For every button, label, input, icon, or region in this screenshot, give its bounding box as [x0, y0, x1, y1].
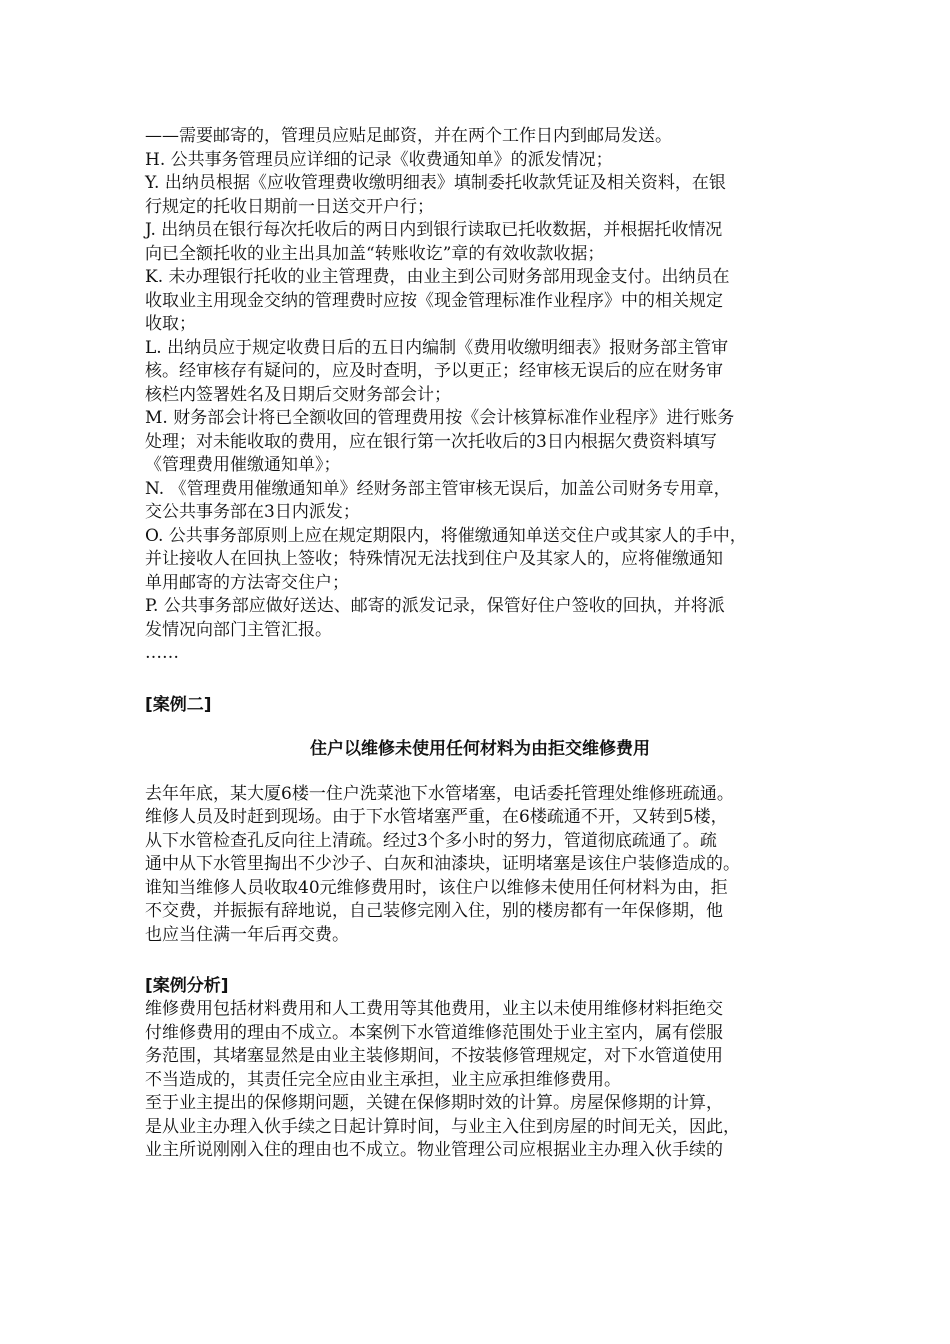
document-page [145, 125, 815, 1163]
text-line: 单用邮寄的方法寄交住户； [145, 572, 349, 593]
procedure-section [145, 125, 815, 666]
text-line: 行规定的托收日期前一日送交开户行； [145, 196, 434, 217]
text-line: 处理；对未能收取的费用，应在银行第一次托收后的3日内根据欠费资料填写 [145, 431, 717, 452]
spacer [145, 666, 815, 693]
text-line: L. 出纳员应于规定收费日后的五日内编制《费用收缴明细表》报财务部主管审 [145, 337, 729, 358]
text-line: 核栏内签署姓名及日期后交财务部会计； [145, 384, 451, 405]
text-line: 收取； [145, 314, 196, 334]
text-line: O. 公共事务部原则上应在规定期限内，将催缴通知单送交住户或其家人的手中， [145, 525, 747, 546]
text-line: 维修人员及时赶到现场。由于下水管堵塞严重，在6楼疏通不开，又转到5楼， [145, 807, 728, 827]
text-line: 维修费用包括材料费用和人工费用等其他费用，业主以未使用维修材料拒绝交 [145, 999, 723, 1019]
analysis-heading: [案例分析] [145, 976, 229, 996]
text-line: J. 出纳员在银行每次托收后的两日内到银行读取已托收数据，并根据托收情况 [145, 220, 723, 240]
case-two-section [145, 693, 815, 948]
text-line: 是从业主办理入伙手续之日起计算时间，与业主入住到房屋的时间无关，因此， [145, 1116, 740, 1137]
case-heading: [案例二] [145, 694, 212, 715]
text-line: 交公共事务部在3日内派发； [145, 502, 360, 522]
case-title: 住户以维修未使用任何材料为由拒交维修费用 [310, 738, 650, 759]
text-line: 核。经审核存有疑问的，应及时查明，予以更正；经审核无误后的应在财务审 [145, 361, 723, 381]
text-line: 业主所说刚刚入住的理由也不成立。物业管理公司应根据业主办理入伙手续的 [145, 1140, 723, 1160]
text-line: 并让接收人在回执上签收；特殊情况无法找到住户及其家人的，应将催缴通知 [145, 549, 723, 569]
spacer [145, 947, 815, 974]
text-line: 也应当住满一年后再交费。 [145, 924, 349, 945]
text-line: ——需要邮寄的，管理员应贴足邮资，并在两个工作日内到邮局发送。 [145, 126, 672, 146]
text-line: 至于业主提出的保修期问题，关键在保修期时效的计算。房屋保修期的计算， [145, 1093, 723, 1113]
text-line: K. 未办理银行托收的业主管理费，由业主到公司财务部用现金支付。出纳员在 [145, 267, 730, 287]
text-line: 付维修费用的理由不成立。本案例下水管道维修范围处于业主室内，属有偿服 [145, 1022, 723, 1043]
text-line: 谁知当维修人员收取40元维修费用时，该住户以维修未使用任何材料为由，拒 [145, 877, 728, 898]
text-line: 从下水管检查孔反向往上清疏。经过3个多小时的努力，管道彻底疏通了。疏 [145, 830, 717, 851]
text-line: P. 公共事务部应做好送达、邮寄的派发记录，保管好住户签收的回执，并将派 [145, 596, 725, 616]
text-line: 收取业主用现金交纳的管理费时应按《现金管理标准作业程序》中的相关规定 [145, 290, 723, 311]
text-line: 向已全额托收的业主出具加盖“转账收讫”章的有效收款收据； [145, 243, 605, 264]
text-line: M. 财务部会计将已全额收回的管理费用按《会计核算标准作业程序》进行账务 [145, 408, 735, 428]
text-line: 务范围，其堵塞显然是由业主装修期间，不按装修管理规定，对下水管道使用 [145, 1046, 723, 1066]
text-line: 不当造成的，其责任完全应由业主承担，业主应承担维修费用。 [145, 1069, 621, 1090]
text-line: N. 《管理费用催缴通知单》经财务部主管审核无误后，加盖公司财务专用章， [145, 478, 731, 499]
text-line: 通中从下水管里掏出不少沙子、白灰和油漆块，证明堵塞是该住户装修造成的。 [145, 854, 740, 874]
text-line: 《管理费用催缴通知单》； [145, 455, 341, 475]
text-line: 发情况向部门主管汇报。 [145, 619, 332, 640]
case-analysis-section [145, 974, 815, 1163]
ellipsis-line: …… [145, 643, 179, 663]
text-line: 去年年底，某大厦6楼一住户洗菜池下水管堵塞，电话委托管理处维修班疏通。 [145, 783, 734, 804]
text-line: 不交费，并振振有辞地说，自己装修完刚入住，别的楼房都有一年保修期，他 [145, 901, 723, 921]
text-line: H. 公共事务管理员应详细的记录《收费通知单》的派发情况； [145, 149, 613, 170]
text-line: Y. 出纳员根据《应收管理费收缴明细表》填制委托收款凭证及相关资料，在银 [145, 173, 726, 193]
